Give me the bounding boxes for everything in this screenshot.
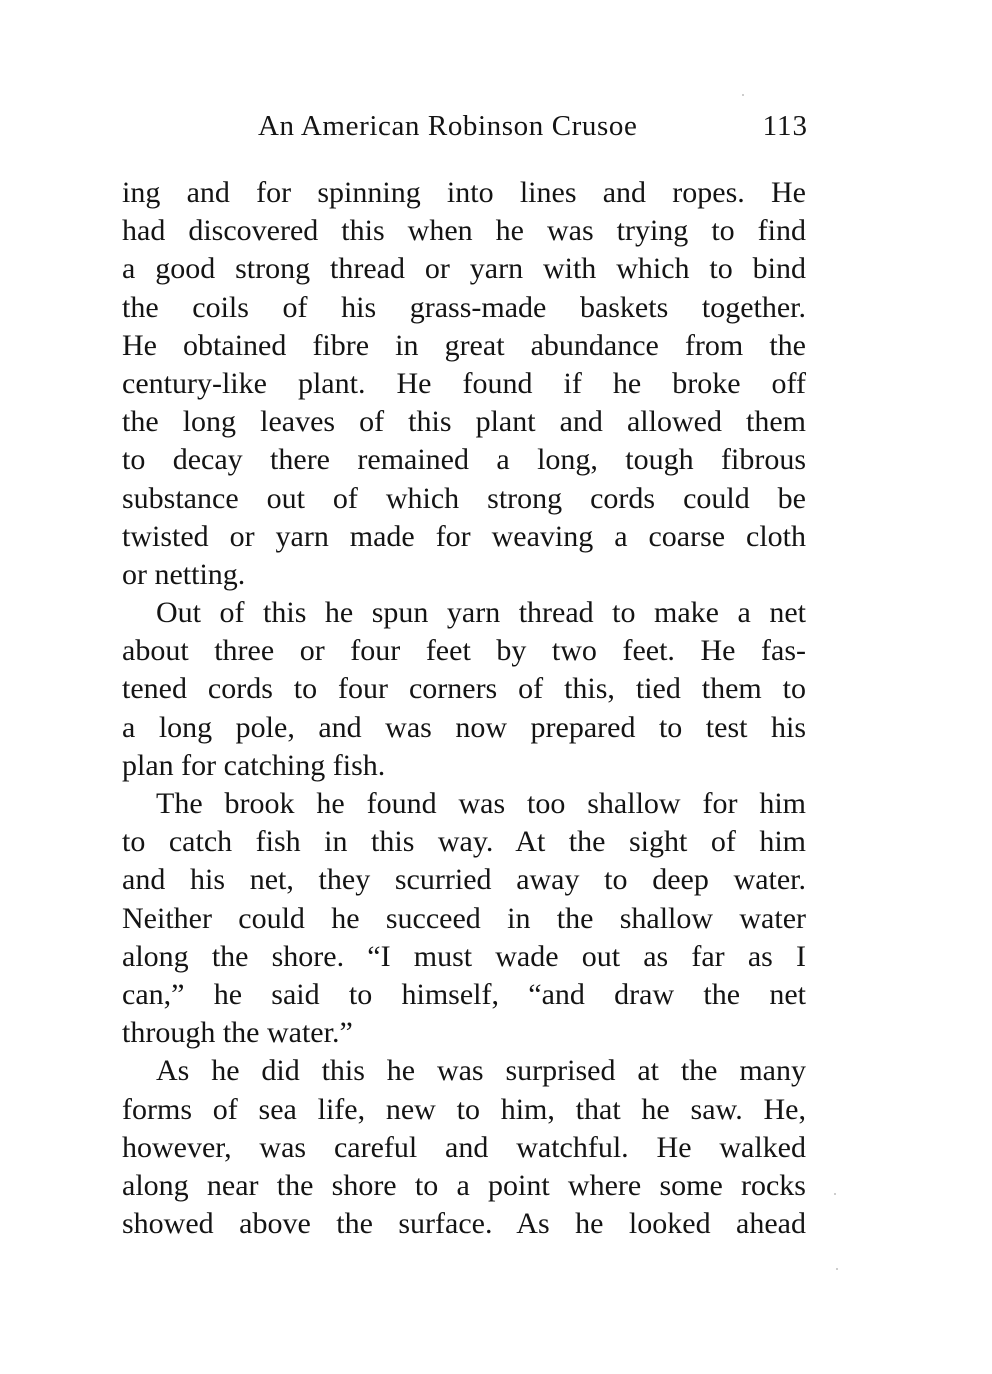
text-line: twisted or yarn made for weaving a coarse cloth	[122, 519, 806, 553]
text-line: about three or four feet by two feet. He fas-	[122, 634, 806, 668]
text-line: to decay there remained a long, tough fibrous	[122, 443, 806, 477]
text-line: the long leaves of this plant and allowed them	[122, 405, 806, 439]
text-line: showed above the surface. As he looked ahead	[122, 1207, 806, 1241]
text-line: or netting.	[122, 557, 246, 591]
text-line: He obtained fibre in great abundance from the	[122, 328, 806, 362]
text-line: and his net, they scurried away to deep water.	[122, 863, 806, 897]
text-line: had discovered this when he was trying to find	[122, 214, 806, 248]
text-line: tened cords to four corners of this, tied them to	[122, 672, 806, 706]
paragraph-3	[122, 785, 806, 1052]
paragraph-1	[122, 174, 806, 594]
paper-speck	[834, 1193, 836, 1195]
paper-speck	[836, 1268, 838, 1270]
text-line: a long pole, and was now prepared to test his	[122, 710, 806, 744]
text-line: forms of sea life, new to him, that he saw. He,	[122, 1092, 806, 1126]
paragraph-4	[122, 1052, 806, 1243]
text-line: can,” he said to himself, “and draw the net	[122, 977, 806, 1011]
text-line: plan for catching fish.	[122, 748, 386, 782]
text-line: however, was careful and watchful. He walked	[122, 1130, 806, 1164]
text-line: The brook he found was too shallow for him	[156, 787, 806, 820]
text-line: along near the shore to a point where some rocks	[122, 1168, 806, 1202]
text-line: through the water.”	[122, 1016, 353, 1050]
text-line: a good strong thread or yarn with which to bind	[122, 252, 806, 286]
running-title: An American Robinson Crusoe	[258, 110, 638, 142]
text-line: the coils of his grass-made baskets together.	[122, 290, 806, 324]
text-line: As he did this he was surprised at the many	[156, 1054, 806, 1088]
text-line: century-like plant. He found if he broke off	[122, 366, 806, 400]
paper-speck	[742, 94, 744, 96]
text-line: to catch fish in this way. At the sight of him	[122, 825, 806, 859]
text-line: Out of this he spun yarn thread to make a net	[156, 596, 806, 630]
paragraph-2	[122, 594, 806, 785]
text-line: substance out of which strong cords could be	[122, 481, 806, 515]
running-head	[122, 104, 808, 148]
body-text	[122, 174, 806, 1243]
text-line: along the shore. “I must wade out as far as I	[122, 939, 806, 973]
text-line: Neither could he succeed in the shallow water	[122, 901, 806, 935]
page-number: 113	[762, 110, 808, 142]
text-line: ing and for spinning into lines and ropes. He	[122, 176, 806, 209]
